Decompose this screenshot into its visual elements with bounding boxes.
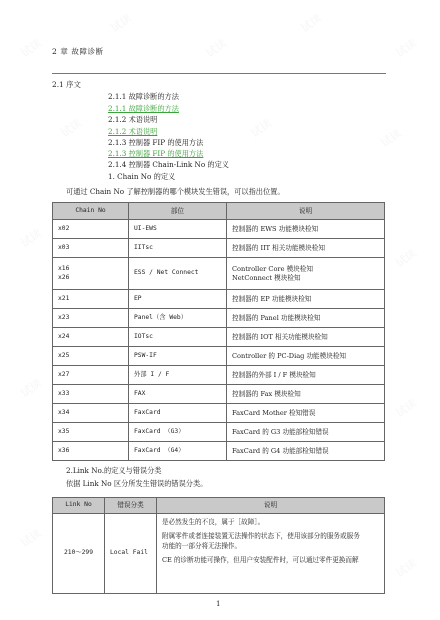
- chain-no-cell: x25: [53, 347, 129, 366]
- toc-link[interactable]: [108, 149, 203, 159]
- watermark-text: 试读: [18, 226, 45, 251]
- section-heading: 2.1 序文: [52, 80, 81, 89]
- table-row: [53, 347, 385, 366]
- desc-line: 功能的一部分将无法操作。: [162, 541, 242, 550]
- page-number: 1: [216, 600, 221, 608]
- table-row: [53, 385, 385, 404]
- desc-line: Controller Core 模块检知: [232, 264, 313, 273]
- table-row: [53, 423, 385, 442]
- watermark-text: 试读: [203, 36, 230, 61]
- part-cell: IOTsc: [129, 328, 227, 347]
- watermark-text: 试读: [18, 376, 45, 401]
- desc-cell: FaxCard 的 G4 功能部检知错误: [227, 442, 385, 461]
- part-cell: 外部 I / F: [129, 366, 227, 385]
- table-row: [53, 366, 385, 385]
- column-header: Chain No: [53, 203, 129, 220]
- desc-cell: [157, 514, 385, 594]
- part-cell: PSW-IF: [129, 347, 227, 366]
- watermark-text: 试读: [393, 396, 420, 421]
- table-row: [53, 258, 385, 290]
- part-cell: ESS / Net Connect: [129, 258, 227, 290]
- toc-link[interactable]: [108, 104, 179, 114]
- category-cell: Local Fail: [105, 514, 157, 594]
- toc-item[interactable]: 2.1.3 控制器 FIP 的使用方法: [108, 138, 204, 147]
- chain-no-cell: x35: [53, 423, 129, 442]
- watermark-text: 试读: [393, 36, 420, 61]
- desc-cell: 控制器的 IOT 相关功能模块检知: [227, 328, 385, 347]
- desc-line: CE 的诊断功能可操作，但用户安装配件时，可以通过零件更换而解: [162, 555, 359, 564]
- chain-no-table: [52, 202, 385, 461]
- desc-cell: 控制器的外部 I / F 模块检知: [227, 366, 385, 385]
- desc-cell: [227, 258, 385, 290]
- table-row: [53, 220, 385, 239]
- header-rule: [52, 73, 386, 74]
- part-cell: FaxCard （G3）: [129, 423, 227, 442]
- toc-item[interactable]: 2.1.2 术语说明: [108, 115, 158, 124]
- chain-no-cell: x27: [53, 366, 129, 385]
- part-cell: FaxCard （G4）: [129, 442, 227, 461]
- desc-cell: Controller 的 PC-Diag 功能模块检知: [227, 347, 385, 366]
- toc-link[interactable]: [108, 127, 157, 137]
- watermark-text: 试读: [393, 556, 420, 581]
- desc-line: NetConnect 模块检知: [232, 273, 301, 282]
- chain-no-cell: x33: [53, 385, 129, 404]
- desc-cell: 控制器的 EWS 功能模块检知: [227, 220, 385, 239]
- chain-no-cell: [53, 258, 129, 290]
- chain-no-line: x26: [58, 273, 70, 281]
- table-row: [53, 309, 385, 328]
- link-section-title: 2.Link No.的定义与错误分类: [66, 466, 162, 475]
- chain-no-cell: x03: [53, 239, 129, 258]
- part-cell: UI-EWS: [129, 220, 227, 239]
- part-cell: FAX: [129, 385, 227, 404]
- desc-cell: FaxCard 的 G3 功能部检知错误: [227, 423, 385, 442]
- link-section-intro: 依据 Link No 区分所发生错误的错误分类。: [66, 479, 208, 488]
- chain-no-cell: x36: [53, 442, 129, 461]
- watermark-text: 试读: [248, 116, 275, 141]
- desc-cell: 控制器的 Panel 功能模块检知: [227, 309, 385, 328]
- link-no-cell: 210～299: [53, 514, 105, 594]
- chain-no-cell: x02: [53, 220, 129, 239]
- watermark-text: 试读: [58, 116, 85, 141]
- column-header: 错误分类: [105, 498, 157, 514]
- table-row: [53, 514, 385, 594]
- toc-item[interactable]: 2.1.4 控制器 Chain-Link No 的定义: [108, 160, 229, 169]
- toc-link-text[interactable]: 2.1.1 故障诊断的方法: [108, 104, 179, 113]
- watermark-text: 试读: [393, 246, 420, 271]
- watermark-text: 试读: [378, 126, 405, 151]
- toc-link-text[interactable]: 2.1.3 控制器 FIP 的使用方法: [108, 149, 204, 158]
- chain-no-cell: x23: [53, 309, 129, 328]
- watermark-text: 试读: [18, 36, 45, 61]
- column-header: 说明: [157, 498, 385, 514]
- column-header: 说明: [227, 203, 385, 220]
- table-row: [53, 290, 385, 309]
- table-row: [53, 239, 385, 258]
- part-cell: Panel（含 Web）: [129, 309, 227, 328]
- part-cell: IITsc: [129, 239, 227, 258]
- chain-section-title: 1. Chain No 的定义: [108, 172, 176, 181]
- chain-no-cell: x24: [53, 328, 129, 347]
- chain-no-cell: x21: [53, 290, 129, 309]
- table-row: [53, 404, 385, 423]
- desc-cell: FaxCard Mother 检知错误: [227, 404, 385, 423]
- column-header: 部位: [129, 203, 227, 220]
- chain-no-cell: x34: [53, 404, 129, 423]
- chapter-heading: 2 章 故障诊断: [52, 47, 104, 56]
- desc-cell: 控制器的 Fax 模块检知: [227, 385, 385, 404]
- chain-section-intro: 可通过 Chain No 了解控制器的哪个模块发生错误，可以指出位置。: [66, 187, 285, 196]
- part-cell: EP: [129, 290, 227, 309]
- desc-line: 是必然发生的不良，属于［故障］。: [162, 518, 265, 526]
- table-row: [53, 328, 385, 347]
- part-cell: FaxCard: [129, 404, 227, 423]
- link-no-table: [52, 497, 385, 594]
- table-row: [53, 442, 385, 461]
- watermark-text: 试读: [18, 526, 45, 551]
- toc-link-text[interactable]: 2.1.2 术语说明: [108, 127, 158, 136]
- chain-no-line: x16: [58, 265, 70, 272]
- column-header: Link No: [53, 498, 105, 514]
- watermark-text: 试读: [108, 11, 135, 36]
- table-header-row: [53, 498, 385, 514]
- watermark-text: 试读: [298, 11, 325, 36]
- toc-item[interactable]: 2.1.1 故障诊断的方法: [108, 92, 179, 101]
- desc-line: 附属零件或者连接装置无法操作的状态下，使用该部分的服务或服务: [162, 531, 360, 540]
- desc-cell: 控制器的 IIT 相关功能模块检知: [227, 239, 385, 258]
- desc-cell: 控制器的 EP 功能模块检知: [227, 290, 385, 309]
- table-header-row: [53, 203, 385, 220]
